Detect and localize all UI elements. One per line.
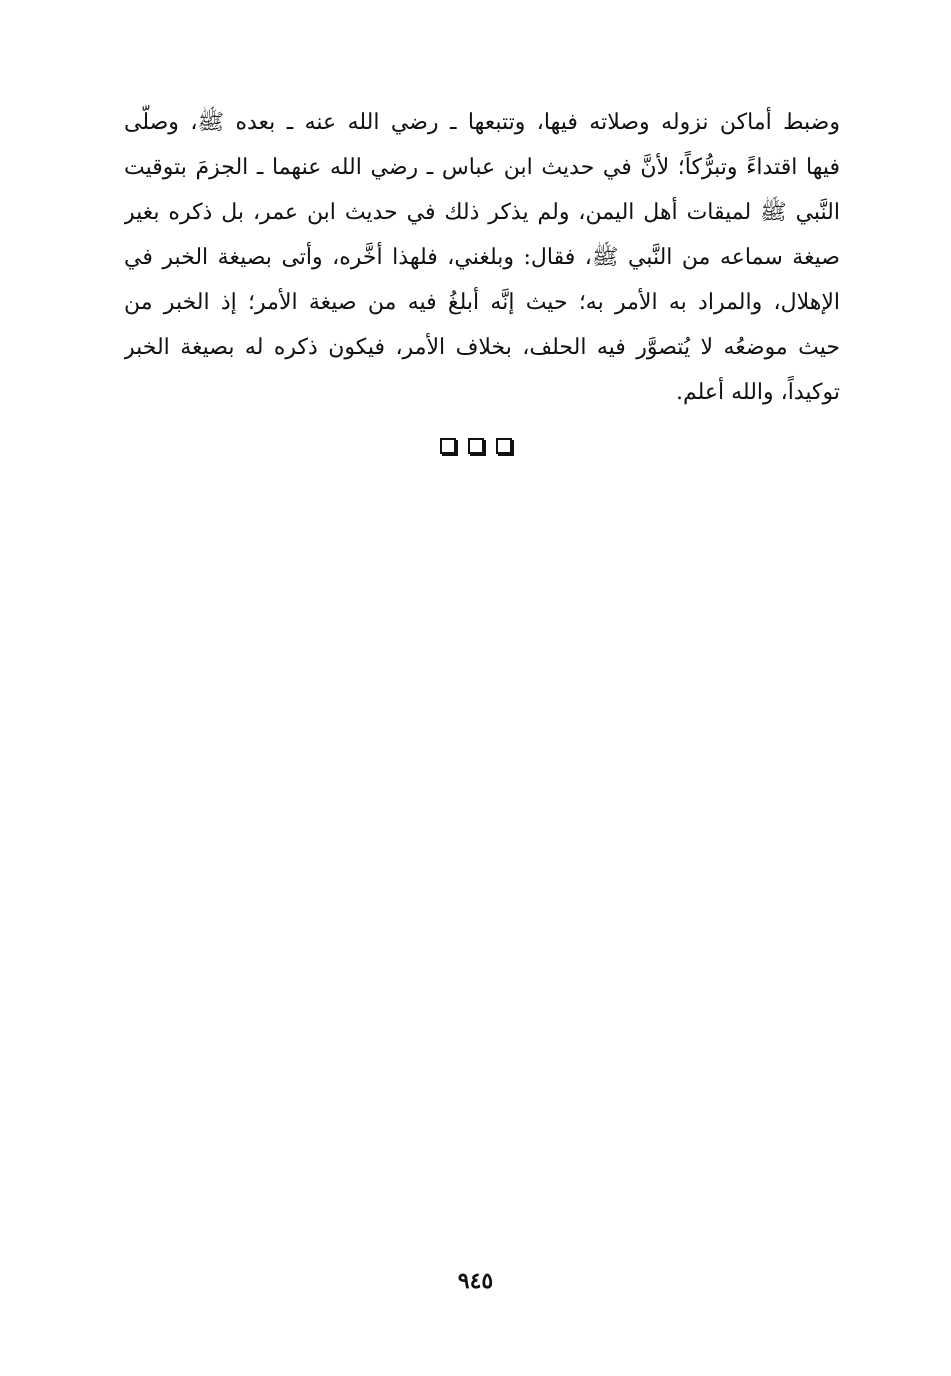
square-ornament-icon	[440, 438, 456, 454]
text-line-6: حيث موضعُه لا يُتصوَّر فيه الحلف، بخلاف الأمر، فيكون ذكره له بصيغة الخبر	[124, 335, 840, 360]
square-ornament-icon	[468, 438, 484, 454]
page-number: ٩٤٥	[457, 1268, 494, 1294]
text-line-2: فيها اقتداءً وتبرُّكاً؛ لأنَّ في حديث ابن عباس ـ رضي الله عنهما ـ الجزمَ بتوقيت	[124, 155, 840, 180]
section-separator	[0, 438, 951, 454]
text-line-5: الإهلال، والمراد به الأمر به؛ حيث إنَّه أبلغُ فيه من صيغة الأمر؛ إذ الخبر من	[124, 290, 840, 315]
text-line-1: وضبط أماكن نزوله وصلاته فيها، وتتبعها ـ رضي الله عنه ـ بعده ﷺ، وصلّى	[124, 110, 840, 135]
text-line-7: توكيداً، والله أعلم.	[675, 380, 840, 405]
text-line-4: صيغة سماعه من النَّبي ﷺ، فقال: وبلغني، فلهذا أخَّره، وأتى بصيغة الخبر في	[124, 245, 840, 270]
body-text	[124, 100, 840, 415]
square-ornament-icon	[496, 438, 512, 454]
text-line-3: النَّبي ﷺ لميقات أهل اليمن، ولم يذكر ذلك في حديث ابن عمر، بل ذكره بغير	[124, 200, 840, 225]
